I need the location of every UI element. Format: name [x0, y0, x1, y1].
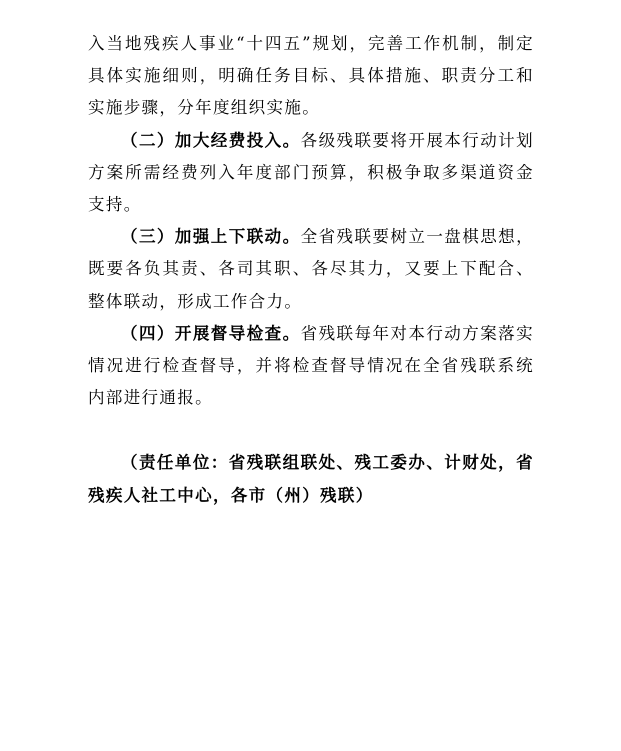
responsible-units-text: （责任单位：省残联组联处、残工委办、计财处，省残疾人社工中心，各市（州）残联）	[88, 453, 534, 505]
paragraph-body: 入当地残疾人事业“十四五”规划，完善工作机制，制定具体实施细则，明确任务目标、具体措施、职责分工和实施步骤，分年度组织实施。	[88, 34, 534, 118]
paragraph-body: 省残联每年对本行动方案落实情况进行检查督导，并将检查督导情况在全省残联系统内部进行通报。	[88, 323, 534, 408]
paragraph-body: 全省残联要树立一盘棋思想，既要各负其责、各司其职、各尽其力，又要上下配合、整体联动，形成工作合力。	[88, 227, 534, 311]
document-page	[88, 28, 534, 512]
section-heading-supervision: （四）开展督导检查。	[121, 323, 301, 343]
section-heading-funding: （二）加大经费投入。	[121, 130, 301, 150]
paragraph-supervision	[88, 318, 534, 415]
responsible-units	[88, 447, 534, 511]
paragraph-plan-continuation	[88, 28, 534, 125]
paragraph-coordination	[88, 221, 534, 318]
paragraph-funding	[88, 125, 534, 222]
section-heading-coordination: （三）加强上下联动。	[121, 227, 301, 247]
paragraph-spacer	[88, 414, 534, 447]
paragraph-body: 各级残联要将开展本行动计划方案所需经费列入年度部门预算，积极争取多渠道资金支持。	[88, 130, 534, 215]
